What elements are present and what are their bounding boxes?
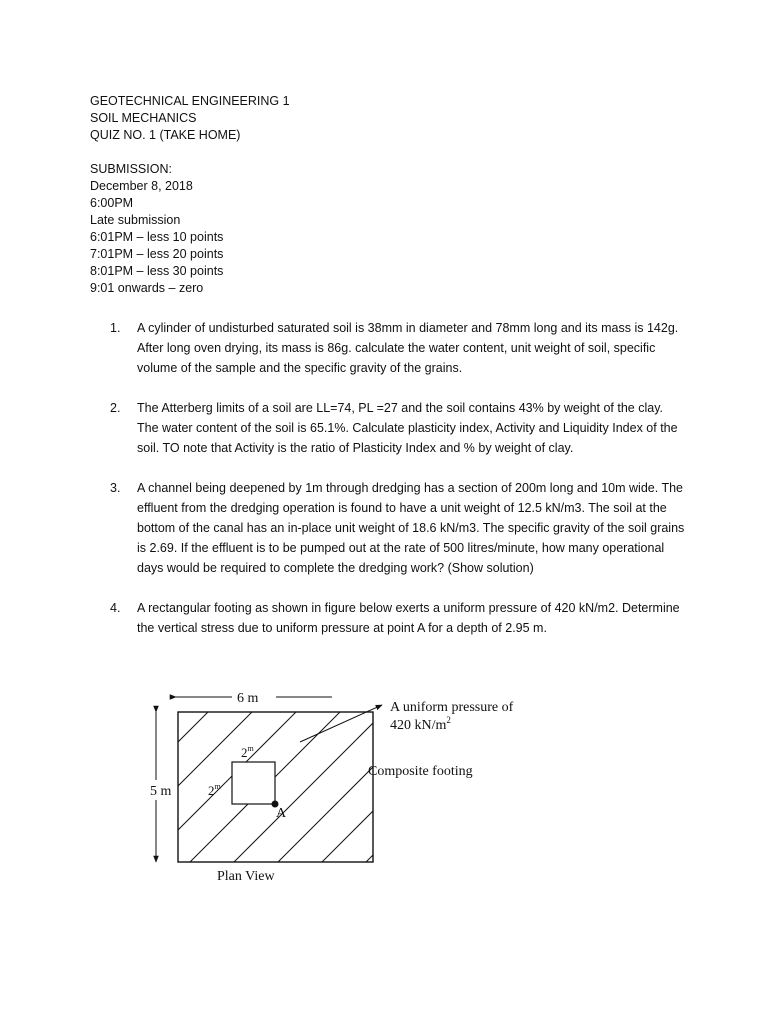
question-text: The Atterberg limits of a soil are LL=74, PL =27 and the soil contains 43% by weight of the clay. The water content of the soil is 65.1%. Calculate plasticity index, Activity and Liquidity Index of the soil. TO note that Activity is the ratio of Plasticity Index and % by weight of clay. [137, 401, 678, 455]
submission-label: SUBMISSION: [90, 162, 172, 176]
submission-time: 6:00PM [90, 196, 134, 210]
question-text: A rectangular footing as shown in figure below exerts a uniform pressure of 420 kN/m2. Determine the vertical stress due to uniform pressure at point A for a depth of 2.95 m. [137, 601, 680, 635]
subject-title: SOIL MECHANICS [90, 111, 197, 125]
footing-diagram [140, 680, 540, 890]
question-item [110, 478, 685, 578]
width-label: 6 m [237, 691, 259, 706]
penalty-line: 6:01PM – less 10 points [90, 230, 224, 244]
submission-date: December 8, 2018 [90, 179, 193, 193]
question-number: 1. [110, 321, 121, 335]
height-label: 5 m [150, 784, 172, 799]
question-text: A cylinder of undisturbed saturated soil is 38mm in diameter and 78mm long and its mass is 142g. After long oven drying, its mass is 86g. calculate the water content, unit weight of soil, specific volume of the sample and the specific gravity of the grains. [137, 321, 679, 375]
footing-figure [140, 680, 540, 890]
inner-left-label: 2$^m$ [208, 782, 221, 798]
question-item [110, 598, 685, 638]
question-number: 3. [110, 481, 121, 495]
hatch-pattern [178, 712, 516, 890]
question-number: 4. [110, 601, 121, 615]
course-title: GEOTECHNICAL ENGINEERING 1 [90, 94, 290, 108]
composite-footing-label: Composite footing [368, 764, 473, 779]
question-number: 2. [110, 401, 121, 415]
question-item [110, 398, 685, 458]
quiz-title: QUIZ NO. 1 (TAKE HOME) [90, 128, 241, 142]
question-text: A channel being deepened by 1m through dredging has a section of 200m long and 10m wide. The effluent from the dredging operation is found to have a unit weight of 12.5 kN/m3. The soil at the bottom of the canal has an in-place unit weight of 18.6 kN/m3. The specific gravity of the soil grains is 2.69. If the effluent is to be pumped out at the rate of 500 litres/minute, how many operational days would be required to complete the dredging work? (Show solution) [137, 481, 685, 575]
inner-top-label: 2$^m$ [241, 744, 254, 760]
point-a-label: A [276, 806, 287, 821]
question-list [110, 318, 685, 658]
pressure-label-line1: A uniform pressure of [390, 700, 514, 715]
quiz-header [90, 93, 710, 297]
pressure-arrow [300, 705, 382, 742]
late-submission-label: Late submission [90, 213, 181, 227]
penalty-line: 8:01PM – less 30 points [90, 264, 224, 278]
penalty-line: 9:01 onwards – zero [90, 281, 204, 295]
question-item [110, 318, 685, 378]
penalty-line: 7:01PM – less 20 points [90, 247, 224, 261]
inner-square [232, 762, 275, 804]
plan-view-caption: Plan View [217, 869, 275, 884]
pressure-label-line2: 420 $kN/m^2$ [390, 715, 451, 733]
